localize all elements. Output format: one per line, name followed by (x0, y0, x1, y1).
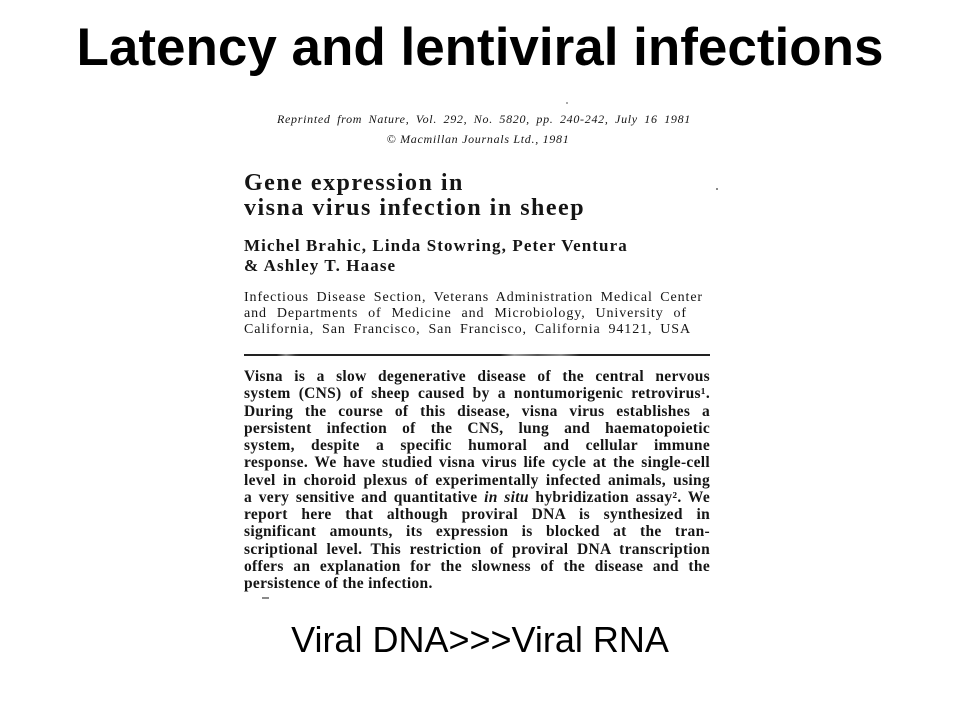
reprint-citation: Reprinted from Nature, Vol. 292, No. 5820, pp. 240-242, July 16 1981 (277, 112, 691, 126)
abstract-line: system, despite a specific humoral and cellular immune (244, 437, 710, 454)
abstract (244, 368, 710, 592)
abstract-line: response. We have studied visna virus life cycle at the single-cell (244, 454, 710, 472)
abstract-line: system (CNS) of sheep caused by a nontumorigenic retrovirus¹. (244, 385, 710, 403)
abstract-line: persistent infection of the CNS, lung and haematopoietic (244, 419, 710, 437)
abstract-text: a very sensitive and quantitative (244, 488, 485, 506)
abstract-text: hybridization assay². We (528, 488, 711, 506)
paper-headline-line: Gene expression in (244, 170, 464, 196)
abstract-line (244, 489, 710, 506)
abstract-line: scriptional level. This restriction of proviral DNA transcription (244, 540, 710, 558)
author-line: Michel Brahic, Linda Stowring, Peter Ventura (244, 236, 628, 255)
scan-speck (566, 102, 568, 104)
abstract-line: During the course of this disease, visna virus establishes a (244, 402, 710, 420)
affiliation-line: and Departments of Medicine and Microbiology, University of (244, 306, 687, 321)
abstract-line: level in choroid plexus of experimentally infected animals, using (244, 471, 710, 489)
abstract-line: offers an explanation for the slowness of the disease and the (244, 557, 710, 575)
italic-term: in situ (484, 488, 529, 506)
slide-caption: Viral DNA>>>Viral RNA (291, 619, 669, 660)
scan-speck (716, 188, 718, 190)
slide-title: Latency and lentiviral infections (76, 18, 884, 77)
paper-scan (240, 100, 720, 600)
copyright-notice: © Macmillan Journals Ltd., 1981 (386, 132, 570, 146)
author-line: & Ashley T. Haase (244, 256, 397, 275)
abstract-line: report here that although proviral DNA is synthesized in (244, 506, 710, 523)
paper-headline-line: visna virus infection in sheep (244, 195, 586, 221)
scan-speck (262, 597, 269, 599)
affiliation-line: California, San Francisco, San Francisco, California 94121, USA (244, 322, 691, 337)
header-rule (244, 354, 710, 356)
affiliation-line: Infectious Disease Section, Veterans Administration Medical Center (244, 290, 703, 305)
abstract-line: significant amounts, its expression is blocked at the tran- (244, 523, 710, 541)
abstract-line: persistence of the infection. (244, 575, 433, 592)
abstract-line: Visna is a slow degenerative disease of the central nervous (244, 368, 710, 385)
